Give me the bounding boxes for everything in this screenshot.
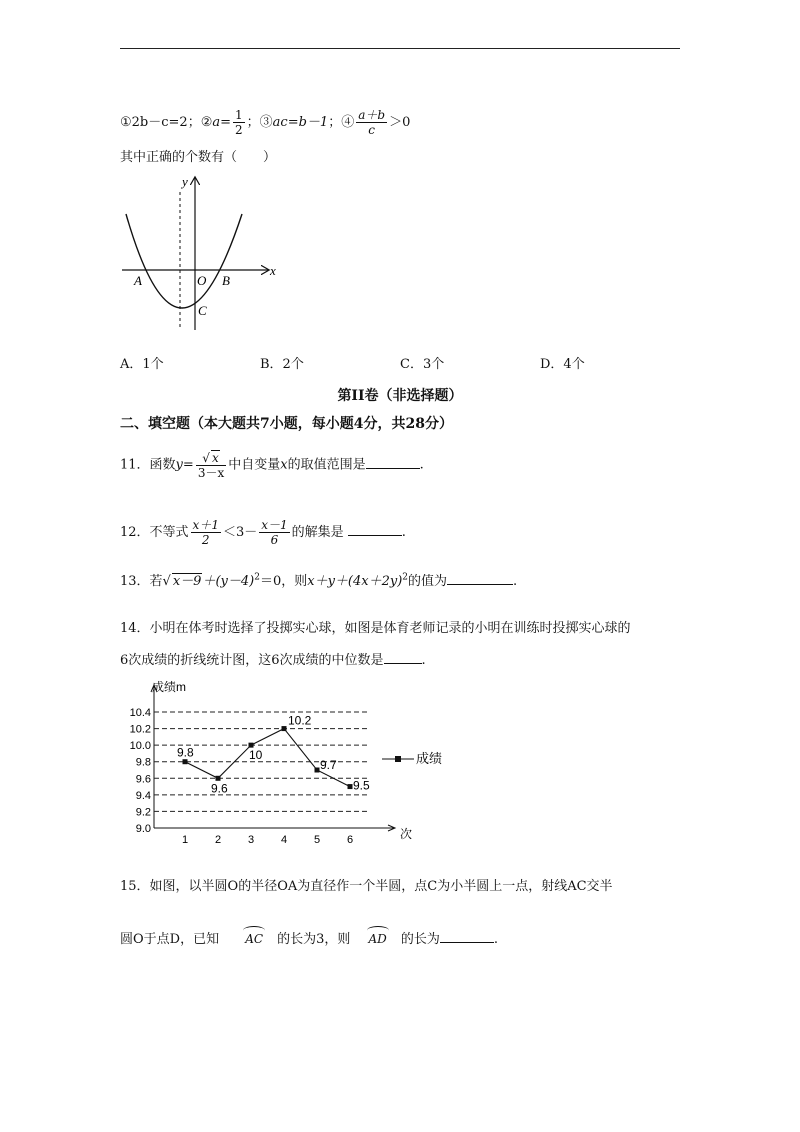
legend-label: 成绩 xyxy=(416,751,443,766)
arc-ad: AD xyxy=(369,928,387,948)
chart-point xyxy=(216,776,221,781)
chart-xtick-label: 1 xyxy=(181,834,189,846)
header-rule xyxy=(120,48,680,49)
fraction-sqrt-x-over-3-minus-x: $\frac{√ x}{3-x}$ xyxy=(197,451,225,480)
chart-data-label: 9.7 xyxy=(320,758,337,772)
parabola-curve xyxy=(126,214,242,308)
chart-xtick-label: 2 xyxy=(214,834,222,846)
chart-ytick-label: 9.4 xyxy=(135,789,151,802)
fraction-half: $\frac{1}{2}$ xyxy=(235,108,243,137)
option-c: C．3个 xyxy=(400,357,445,372)
question-12: 12．不等式 $\frac{x+1}{2}$ ＜3－ $\frac{x-1}{6}$ 的解集是 . xyxy=(120,518,406,547)
chart-ytick-label: 9.2 xyxy=(135,806,151,819)
q10-question: 其中正确的个数有（ ） xyxy=(120,150,277,165)
graph-label-x: x xyxy=(270,263,276,278)
chart-point xyxy=(282,726,287,731)
chart-data-label: 9.6 xyxy=(211,781,228,796)
chart-xtick-label: 5 xyxy=(313,834,321,846)
part2-title: 第II卷（非选择题） xyxy=(337,388,463,404)
question-14-line2: 6次成绩的折线统计图，这6次成绩的中位数是 . xyxy=(120,653,426,668)
chart-xtick-label: 6 xyxy=(346,834,354,846)
chart-ylabel: 成绩m xyxy=(152,680,186,694)
graph-label-a: A xyxy=(134,273,142,288)
chart-point xyxy=(348,784,353,789)
answer-blank-14[interactable] xyxy=(384,651,422,664)
parabola-graph xyxy=(118,172,288,337)
graph-label-c: C xyxy=(198,303,207,318)
chart-ytick-label: 9.6 xyxy=(135,773,151,786)
chart-ytick-label: 10.4 xyxy=(129,707,151,719)
section2-heading: 二、填空题（本大题共7小题，每小题4分，共28分） xyxy=(120,416,453,432)
chart-point xyxy=(315,768,320,773)
chart-xlabel: 次 xyxy=(400,827,413,841)
option-d: D．4个 xyxy=(540,357,585,372)
chart-data-label: 10 xyxy=(249,748,263,763)
fraction-x-plus-1-over-2: $\frac{x+1}{2}$ xyxy=(192,518,219,547)
answer-blank-15[interactable] xyxy=(440,930,494,943)
question-15-line2: 圆O于点D，已知 AC 的长为3，则 AD 的长为 . xyxy=(120,928,498,949)
chart-data-label: 10.2 xyxy=(288,713,312,728)
chart-data-label: 9.5 xyxy=(353,778,370,793)
answer-blank-12[interactable] xyxy=(348,523,402,536)
fraction-a-plus-b-over-c: $\frac{a+b}{c}$ xyxy=(358,108,386,137)
question-11: 11．函数y= $\frac{√ x}{3-x}$ 中自变量x的取值范围是 . xyxy=(120,451,424,480)
fraction-x-minus-1-over-6: $\frac{x-1}{6}$ xyxy=(261,518,288,547)
chart-ytick-label: 9.8 xyxy=(135,756,151,769)
chart-legend xyxy=(380,748,490,770)
chart-ytick-label: 10.2 xyxy=(129,723,151,736)
chart-data-label: 9.8 xyxy=(177,745,194,760)
chart-xtick-label: 3 xyxy=(247,834,255,846)
graph-label-b: B xyxy=(222,273,230,288)
chart-point xyxy=(183,759,188,764)
option-b: B．2个 xyxy=(260,357,304,372)
chart-xtick-label: 4 xyxy=(280,834,288,846)
graph-label-y: y xyxy=(182,174,188,189)
question-14-line1: 14．小明在体考时选择了投掷实心球，如图是体育老师记录的小明在训练时投掷实心球的 xyxy=(120,621,631,636)
arc-ac: AC xyxy=(245,928,263,948)
chart-point xyxy=(249,743,254,748)
legend-marker xyxy=(395,756,401,762)
q10-conditions: ①2b－c=2；②a= $\frac{1}{2}$ ；③ac=b－1；④ $\frac{a+b}{c}$ ＞0 xyxy=(120,108,411,137)
chart-ytick-label: 9.0 xyxy=(135,823,151,835)
answer-blank-11[interactable] xyxy=(366,456,420,469)
question-13: 13．若√ $x-9+(y-4)^2=0$，则$x+y+(4x+2y)^2$的值为 . xyxy=(120,572,518,589)
graph-label-o: O xyxy=(197,273,207,288)
answer-blank-13[interactable] xyxy=(447,572,513,585)
question-15-line1: 15．如图，以半圆O的半径OA为直径作一个半圆，点C为小半圆上一点，射线AC交半 xyxy=(120,879,613,894)
chart-ytick-label: 10.0 xyxy=(129,740,151,753)
option-a: A．1个 xyxy=(120,357,164,372)
